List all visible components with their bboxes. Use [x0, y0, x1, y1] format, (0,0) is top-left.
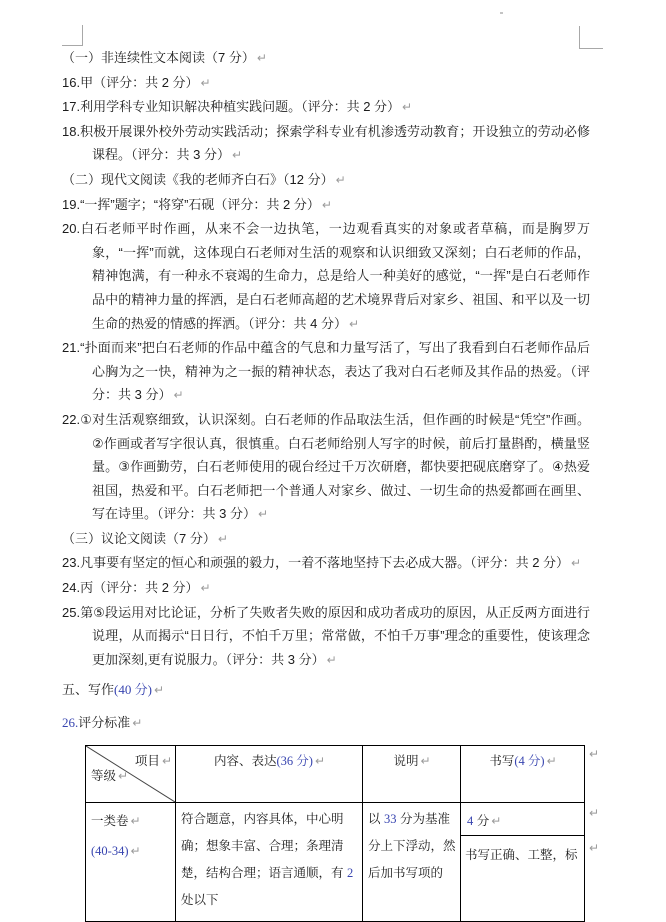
paragraph-mark: ↵ — [200, 581, 211, 596]
header-score: (4 分) — [514, 754, 545, 768]
text-boundary-corner-mark-top-left — [62, 25, 83, 46]
table-row-mark-2: ↵ — [589, 806, 600, 820]
cell-mark: ↵ — [161, 754, 172, 768]
paragraph-mark: ↵ — [256, 51, 267, 65]
paragraph-mark: ↵ — [217, 531, 228, 546]
answer-item-19 — [62, 193, 590, 218]
corner-label-text: 项目 — [134, 754, 160, 768]
item-text: 第⑤段运用对比论证，分析了失败者失败的原因和成功者成功的原因，从正反两方面进行说理，从而揭示“日日行，不怕千万里；常常做，不怕千万事”理念的重要性，使该理念更加深刻,更有说服力。（评分：共 3 分） — [80, 604, 590, 667]
item-number: 20. — [62, 221, 81, 237]
item-number: 21. — [62, 340, 81, 356]
item-text: 白石老师平时作画，从来不会一边执笔，一边观看真实的对象或者草稿，而是胸罗万象，“一挥”而就，这体现白石老师对生活的观察和认识细致又深刻；白石老师的作品，精神饱满，有一种永不衰竭的生命力，总是给人一种美好的感觉，“一挥”是白石老师作品中的精神力量的挥洒，是白石老师高超的艺术境界背后对家乡、祖国、和平以及一切生命的热爱的情感的挥洒。（评分：共 4 分） — [80, 221, 590, 331]
criteria-number: 2 — [346, 866, 354, 880]
handwriting-desc-subcell — [461, 836, 584, 921]
paragraph-mark: ↵ — [257, 507, 269, 522]
handwriting-score-subcell — [461, 806, 584, 836]
section-heading-3 — [62, 527, 590, 552]
cell-mark: ↵ — [420, 754, 431, 768]
cell-mark: ↵ — [491, 814, 502, 828]
answer-item-25 — [62, 601, 590, 673]
answer-item-24 — [62, 576, 590, 601]
item-text: “一挥”题字；“将穿”石砚（评分：共 2 分） — [80, 196, 320, 212]
note-number: 33 — [383, 812, 397, 826]
cell-mark: ↵ — [118, 769, 129, 783]
answer-item-23 — [62, 551, 590, 576]
paragraph-mark: ↵ — [326, 652, 337, 667]
answer-item-18 — [62, 120, 590, 168]
section-heading-1 — [62, 46, 590, 71]
table-row-mark-3: ↵ — [589, 841, 600, 855]
table-row-mark-1: ↵ — [589, 747, 600, 761]
item-text: 利用学科专业知识解决种植实践问题。（评分：共 2 分） — [80, 99, 401, 115]
answer-item-20 — [62, 217, 590, 336]
paragraph-mark: ↵ — [132, 716, 143, 731]
paragraph-mark: ↵ — [173, 388, 184, 403]
paragraph-mark: ↵ — [231, 148, 243, 163]
grade-name: 一类卷 — [91, 814, 129, 828]
item-text: “扑面而来”把白石老师的作品中蕴含的气息和力量写活了，写出了我看到白石老师作品后心胸为之一快，精神为之一振的精神状态，表达了我对白石老师及其作品的热爱。（评分：共 3 分） — [80, 340, 590, 403]
item-number: 18. — [62, 123, 81, 139]
handwriting-cell — [461, 803, 584, 921]
answer-item-22 — [62, 408, 590, 527]
content-criteria-cell — [176, 803, 363, 921]
item-text: 凡事要有坚定的恒心和顽强的毅力，一着不落地坚持下去必成大器。（评分：共 2 分） — [80, 555, 570, 571]
section-heading-text: （三）议论文阅读（7 分） — [62, 530, 216, 546]
section-heading-text: （二）现代文阅读《我的老师齐白石》（12 分） — [62, 171, 334, 187]
paragraph-mark: ↵ — [200, 75, 211, 90]
item-text: 积极开展课外校外劳动实践活动；探索学科专业有机渗透劳动教育；开设独立的劳动必修课程。（评分：共 3 分） — [80, 123, 590, 163]
heading-score: (40 分) — [114, 682, 152, 698]
column-header-handwriting — [461, 746, 584, 803]
grade-range: (40-34) — [91, 844, 129, 858]
paragraph-mark: ↵ — [348, 316, 360, 331]
score-unit: 分 — [473, 814, 490, 828]
answer-item-16 — [62, 71, 590, 96]
header-score: (36 分) — [276, 754, 313, 768]
answer-item-17 — [62, 95, 590, 120]
cell-mark: ↵ — [546, 754, 557, 768]
criteria-text: 处以下 — [181, 893, 219, 907]
paragraph-mark: ↵ — [402, 100, 413, 115]
paragraph-mark: ↵ — [153, 683, 164, 698]
answer-item-21 — [62, 336, 590, 408]
item-number: 26. — [62, 715, 79, 731]
header-text: 说明 — [393, 754, 419, 768]
item-number: 22. — [62, 411, 81, 427]
column-header-content-expression — [176, 746, 363, 803]
section-heading-2 — [62, 168, 590, 193]
item-text: 甲（评分：共 2 分） — [80, 74, 199, 90]
paragraph-mark: ↵ — [321, 197, 332, 212]
cell-mark: ↵ — [130, 814, 141, 828]
corner-label-grade — [91, 763, 128, 790]
header-text: 书写 — [489, 754, 515, 768]
writing-section-heading — [62, 678, 590, 703]
item-number: 24. — [62, 580, 81, 596]
item-text: 评分标准 — [78, 715, 131, 731]
header-text: 内容、表达 — [213, 754, 277, 768]
note-text: 以 — [368, 812, 384, 826]
note-text: 分为基准分上下浮动，然后加书写项的 — [368, 812, 456, 880]
item-number: 25. — [62, 604, 81, 620]
item-text: ①对生活观察细致，认识深刻。白石老师的作品取法生活，但作画的时候是“凭空”作画。②作画或者写字很认真，很慎重。白石老师给别人写字的时候，前后打量斟酌，横量竖量。③作画勤劳，白石老师使用的砚台经过千万次研磨，都快要把砚底磨穿了。④热爱祖国，热爱和平。白石老师把一个普通人对家乡、做过、一切生命的热爱都画在画里、写在诗里。（评分：共 3 分） — [80, 411, 590, 522]
desc-text: 书写正确、工整，标 — [465, 848, 578, 862]
criteria-text: 符合题意，内容具体，中心明确；想象丰富、合理；条理清楚，结构合理；语言通顺，有 — [181, 812, 347, 880]
answer-key-body — [62, 46, 590, 736]
column-header-note — [363, 746, 461, 803]
corner-label-project — [135, 748, 172, 775]
grading-rubric-table — [85, 745, 585, 922]
grade-cell-class-one — [86, 803, 176, 921]
score-number: 4 — [467, 814, 474, 828]
item-number: 16. — [62, 74, 81, 90]
stray-speck — [500, 12, 503, 14]
answer-item-26 — [62, 711, 590, 736]
section-heading-text: （一）非连续性文本阅读（7 分） — [62, 50, 255, 65]
cell-mark: ↵ — [130, 844, 141, 858]
table-corner-cell — [86, 746, 176, 803]
corner-label-text: 等级 — [91, 769, 117, 783]
note-cell — [363, 803, 461, 921]
paragraph-mark: ↵ — [335, 172, 346, 187]
item-number: 23. — [62, 555, 81, 571]
item-number: 17. — [62, 99, 81, 115]
cell-mark: ↵ — [314, 754, 326, 768]
paragraph-mark: ↵ — [571, 556, 582, 571]
heading-text: 五、写作 — [62, 682, 115, 698]
item-text: 丙（评分：共 2 分） — [80, 580, 199, 596]
item-number: 19. — [62, 196, 81, 212]
